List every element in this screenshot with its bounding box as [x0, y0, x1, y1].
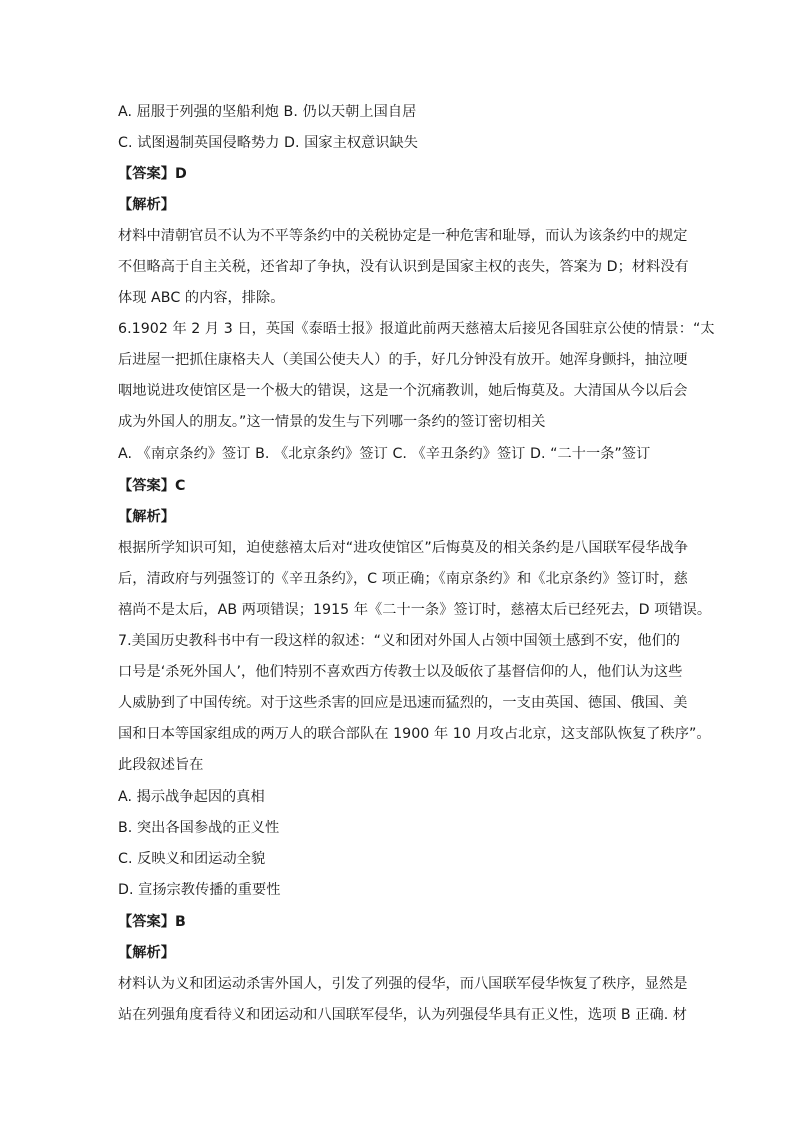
q6-options: A. 《南京条约》签订 B. 《北京条约》签订 C. 《辛丑条约》签订 D. “二十一条”签订	[118, 446, 651, 462]
q5-analysis-line: 不但略高于自主关税，还省却了争执，没有认识到是国家主权的丧失，答案为 D；材料没有	[118, 259, 689, 275]
q7-analysis-line: 材料认为义和团运动杀害外国人，引发了列强的侵华，而八国联军侵华恢复了秩序，显然是	[118, 976, 688, 992]
q5-analysis-line: 体现 ABC 的内容，排除。	[118, 290, 285, 306]
q6-analysis-label: 【解析】	[118, 509, 175, 525]
q6-analysis-line: 后，清政府与列强签订的《辛丑条约》，C 项正确；《南京条约》和《北京条约》签订时，慈	[118, 571, 688, 587]
q6-analysis-line: 禧尚不是太后，AB 两项错误；1915 年《二十一条》签订时，慈禧太后已经死去，D 项错误。	[118, 602, 712, 618]
q7-stem-line: 口号是‘杀死外国人’，他们特别不喜欢西方传教士以及皈依了基督信仰的人，他们认为这些	[118, 664, 683, 680]
q5-options-line-2: C. 试图遏制英国侵略势力 D. 国家主权意识缺失	[118, 135, 419, 151]
q7-stem-line: 国和日本等国家组成的两万人的联合部队在 1900 年 10 月攻占北京，这支部队恢复了秩序”。	[118, 726, 711, 742]
q6-stem-line: 成为外国人的朋友。”这一情景的发生与下列哪一条约的签订密切相关	[118, 414, 546, 430]
q6-answer: 【答案】C	[118, 478, 186, 494]
q5-answer: 【答案】D	[118, 166, 187, 182]
q7-option-a: A. 揭示战争起因的真相	[118, 789, 265, 805]
q7-stem-line: 人威胁到了中国传统。对于这些杀害的回应是迅速而猛烈的，一支由英国、德国、俄国、美	[118, 695, 688, 711]
q6-stem-line: 咽地说进攻使馆区是一个极大的错误，这是一个沉痛教训，她后悔莫及。大清国从今以后会	[118, 383, 688, 399]
q6-analysis-line: 根据所学知识可知，迫使慈禧太后对“进攻使馆区”后悔莫及的相关条约是八国联军侵华战争	[118, 540, 689, 556]
q5-analysis-line: 材料中清朝官员不认为不平等条约中的关税协定是一种危害和耻辱，而认为该条约中的规定	[118, 228, 688, 244]
q5-analysis-label: 【解析】	[118, 197, 175, 213]
q7-option-d: D. 宣扬宗教传播的重要性	[118, 882, 281, 898]
q6-stem-line: 6.1902 年 2 月 3 日，英国《泰晤士报》报道此前两天慈禧太后接见各国驻京公使的情景：“太	[118, 321, 715, 337]
q7-option-b: B. 突出各国参战的正义性	[118, 820, 280, 836]
q7-analysis-line: 站在列强角度看待义和团运动和八国联军侵华，认为列强侵华具有正义性，选项 B 正确. 材	[118, 1007, 688, 1023]
q5-options-line-1: A. 屈服于列强的坚船利炮 B. 仍以天朝上国自居	[118, 104, 417, 120]
q7-answer: 【答案】B	[118, 914, 186, 930]
q7-stem-line: 7.美国历史教科书中有一段这样的叙述：“义和团对外国人占领中国领土感到不安，他们的	[118, 633, 681, 649]
q7-analysis-label: 【解析】	[118, 945, 175, 961]
q6-stem-line: 后进屋一把抓住康格夫人（美国公使夫人）的手，好几分钟没有放开。她浑身颤抖，抽泣哽	[118, 352, 688, 368]
q7-stem-line: 此段叙述旨在	[118, 757, 204, 773]
q7-option-c: C. 反映义和团运动全貌	[118, 851, 266, 867]
